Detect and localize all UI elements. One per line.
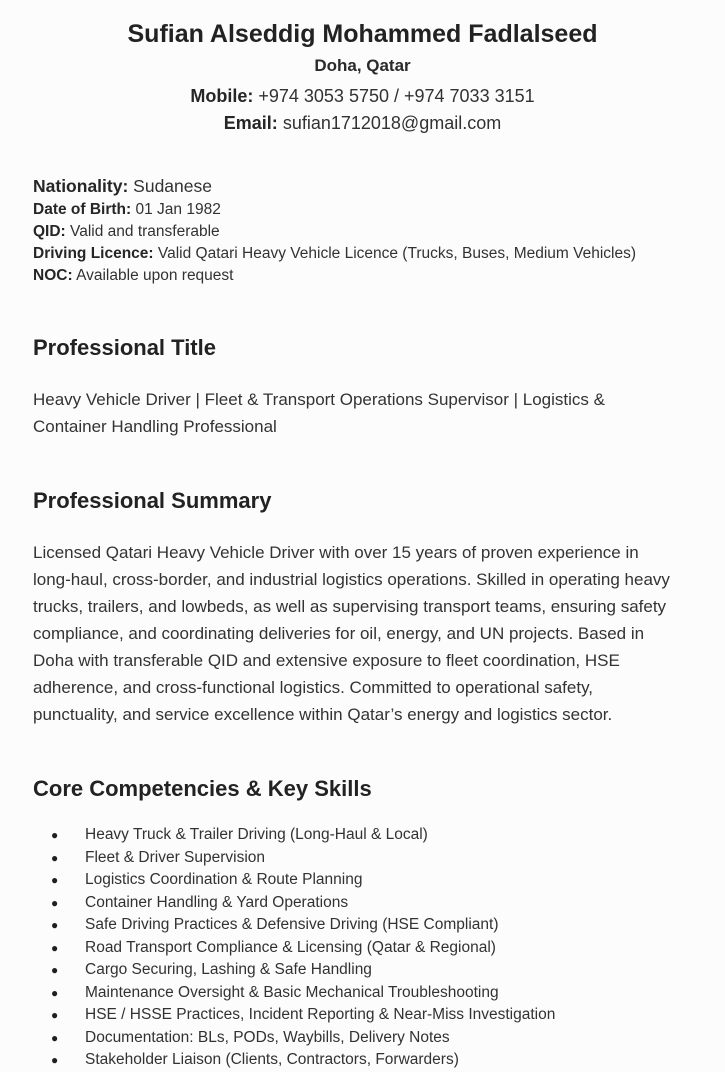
mobile-label: Mobile: bbox=[190, 86, 254, 106]
skill-item: ● Cargo Securing, Lashing & Safe Handling bbox=[85, 959, 692, 982]
section-professional-summary bbox=[33, 488, 692, 728]
skill-item: ● Stakeholder Liaison (Clients, Contractors, Forwarders) bbox=[85, 1049, 692, 1072]
skill-item: ● Maintenance Oversight & Basic Mechanical Troubleshooting bbox=[85, 982, 692, 1005]
info-line-nationality bbox=[33, 173, 692, 199]
nationality-value: Sudanese bbox=[133, 176, 212, 196]
info-line-noc bbox=[33, 265, 692, 287]
core-competencies-heading: Core Competencies & Key Skills bbox=[33, 776, 372, 801]
professional-summary-heading: Professional Summary bbox=[33, 488, 272, 513]
section-core-competencies bbox=[33, 776, 692, 1072]
noc-value: Available upon request bbox=[76, 267, 234, 284]
candidate-name: Sufian Alseddig Mohammed Fadlalseed bbox=[127, 20, 598, 48]
skill-item: ● Container Handling & Yard Operations bbox=[85, 892, 692, 915]
candidate-location: Doha, Qatar bbox=[314, 56, 411, 75]
info-line-qid bbox=[33, 221, 692, 243]
qid-value: Valid and transferable bbox=[70, 223, 220, 240]
mobile-value: +974 3053 5750 / +974 7033 3151 bbox=[258, 86, 535, 106]
licence-value: Valid Qatari Heavy Vehicle Licence (Trucks, Buses, Medium Vehicles) bbox=[157, 245, 637, 262]
skill-item: ● HSE / HSSE Practices, Incident Reporting & Near-Miss Investigation bbox=[85, 1004, 692, 1027]
skill-item: ● Heavy Truck & Trailer Driving (Long-Haul & Local) bbox=[85, 824, 692, 847]
professional-summary-text: Licensed Qatari Heavy Vehicle Driver with over 15 years of proven experience in long-haul, cross-border, and industrial logistics operations. Skilled in operating heavy trucks, trailers, and lowbeds, as well as supervising transport teams, ensuring safety compliance, and coordinating deliveries for oil, energy, and UN projects. Based in Doha with transferable QID and extensive exposure to fleet coordination, HSE adherence, and cross-functional logistics. Committed to operational safety, punctuality, and service excellence within Qatar’s energy and logistics sector. bbox=[33, 543, 670, 724]
email-line bbox=[33, 110, 692, 137]
mobile-line bbox=[33, 83, 692, 110]
dob-value: 01 Jan 1982 bbox=[135, 201, 221, 218]
skill-item: ● Safe Driving Practices & Defensive Driving (HSE Compliant) bbox=[85, 914, 692, 937]
email-label: Email: bbox=[223, 113, 278, 133]
skill-item: ● Logistics Coordination & Route Planning bbox=[85, 869, 692, 892]
info-line-date-of-birth bbox=[33, 199, 692, 221]
email-value: sufian1712018@gmail.com bbox=[282, 113, 502, 133]
info-line-driving-licence bbox=[33, 243, 692, 265]
noc-label: NOC: bbox=[33, 267, 73, 284]
nationality-label: Nationality: bbox=[33, 176, 129, 196]
dob-label: Date of Birth: bbox=[33, 201, 132, 218]
licence-label: Driving Licence: bbox=[33, 245, 154, 262]
qid-label: QID: bbox=[33, 223, 66, 240]
skill-item: ● Road Transport Compliance & Licensing (Qatar & Regional) bbox=[85, 937, 692, 960]
skill-item: ● Fleet & Driver Supervision bbox=[85, 847, 692, 870]
professional-title-heading: Professional Title bbox=[33, 335, 216, 360]
skills-list bbox=[33, 824, 692, 1072]
skill-item: ● Documentation: BLs, PODs, Waybills, Delivery Notes bbox=[85, 1027, 692, 1050]
section-professional-title bbox=[33, 335, 692, 440]
professional-title-text: Heavy Vehicle Driver | Fleet & Transport Operations Supervisor | Logistics & Container Handling Professional bbox=[33, 390, 605, 436]
personal-info-block bbox=[33, 173, 692, 287]
resume-header bbox=[33, 20, 692, 137]
